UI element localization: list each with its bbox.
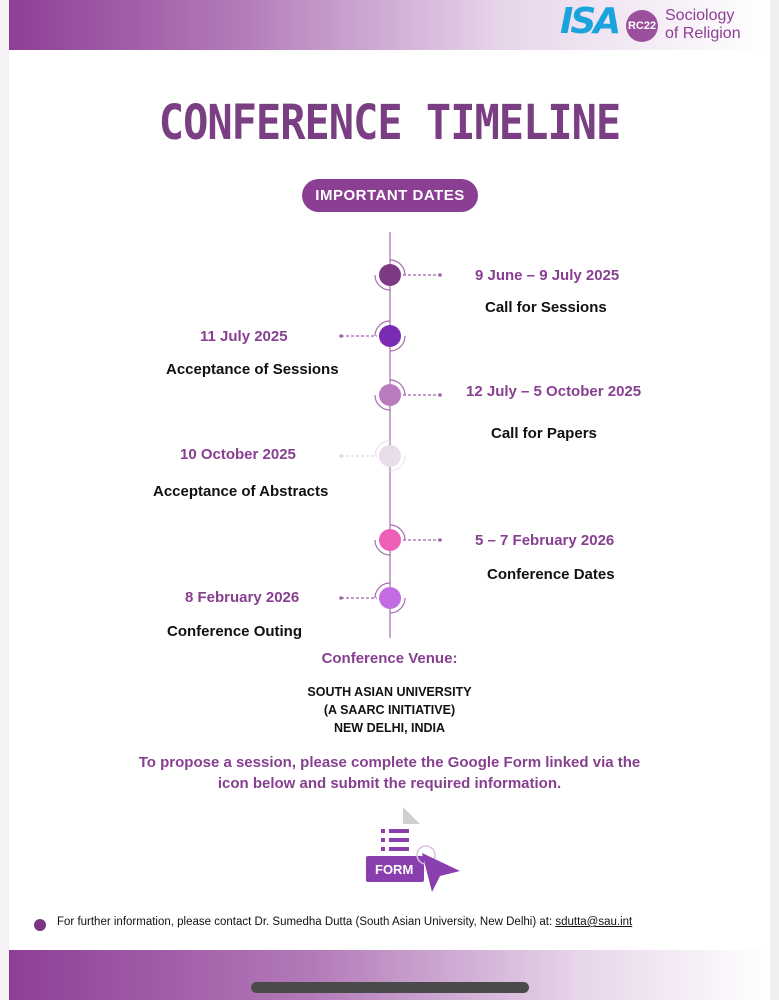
venue-line: SOUTH ASIAN UNIVERSITY — [307, 685, 472, 699]
timeline-node — [379, 384, 401, 406]
contact-info — [57, 916, 632, 928]
timeline-label: Acceptance of Sessions — [166, 361, 339, 378]
rc22-name-line2: of Religion — [665, 25, 741, 42]
contact-text: For further information, please contact Dr. Sumedha Dutta (South Asian University, New Delhi) at: — [57, 916, 556, 928]
important-dates-badge: IMPORTANT DATES — [302, 179, 478, 212]
timeline-node — [379, 529, 401, 551]
timeline-node — [379, 445, 401, 467]
timeline-date: 11 July 2025 — [200, 328, 288, 345]
timeline-date: 12 July – 5 October 2025 — [466, 383, 642, 400]
propose-line: To propose a session, please complete the Google Form linked via the — [138, 754, 641, 771]
timeline-label: Call for Sessions — [485, 299, 607, 316]
timeline-date: 8 February 2026 — [185, 589, 300, 606]
timeline-label: Call for Papers — [491, 425, 597, 442]
timeline-label: Acceptance of Abstracts — [153, 483, 329, 500]
rc22-badge: RC22 — [626, 10, 658, 42]
timeline-connector-end — [339, 596, 343, 600]
timeline-node — [379, 264, 401, 286]
timeline-node — [379, 325, 401, 347]
form-label: FORM — [375, 862, 414, 877]
timeline-connector-end — [339, 334, 343, 338]
timeline-connector-end — [438, 393, 442, 397]
timeline-label: Conference Dates — [487, 566, 615, 583]
timeline-date: 5 – 7 February 2026 — [475, 532, 615, 549]
venue-address — [0, 683, 779, 737]
propose-line: icon below and submit the required information. — [217, 775, 562, 792]
bullet-icon — [34, 919, 46, 931]
page-fold-icon — [403, 807, 420, 824]
venue-line: (A SAARC INITIATIVE) — [323, 703, 456, 717]
isa-logo: ISA — [560, 1, 619, 42]
page-title: CONFERENCE TIMELINE — [158, 94, 621, 151]
propose-instructions — [0, 752, 779, 794]
venue-line: NEW DELHI, INDIA — [333, 721, 446, 735]
venue-title: Conference Venue: — [321, 650, 458, 667]
timeline-connector-end — [339, 454, 343, 458]
contact-email-link[interactable]: sdutta@sau.int — [555, 916, 633, 928]
timeline-connector-end — [438, 273, 442, 277]
rc22-name-line1: Sociology — [665, 7, 735, 24]
cursor-icon — [422, 853, 460, 892]
timeline-date: 9 June – 9 July 2025 — [475, 267, 620, 284]
timeline-connector-end — [438, 538, 442, 542]
timeline-date: 10 October 2025 — [180, 446, 296, 463]
google-form-link-icon[interactable] — [360, 805, 470, 897]
timeline-label: Conference Outing — [167, 623, 303, 640]
timeline-node — [379, 587, 401, 609]
home-indicator[interactable] — [251, 982, 529, 993]
